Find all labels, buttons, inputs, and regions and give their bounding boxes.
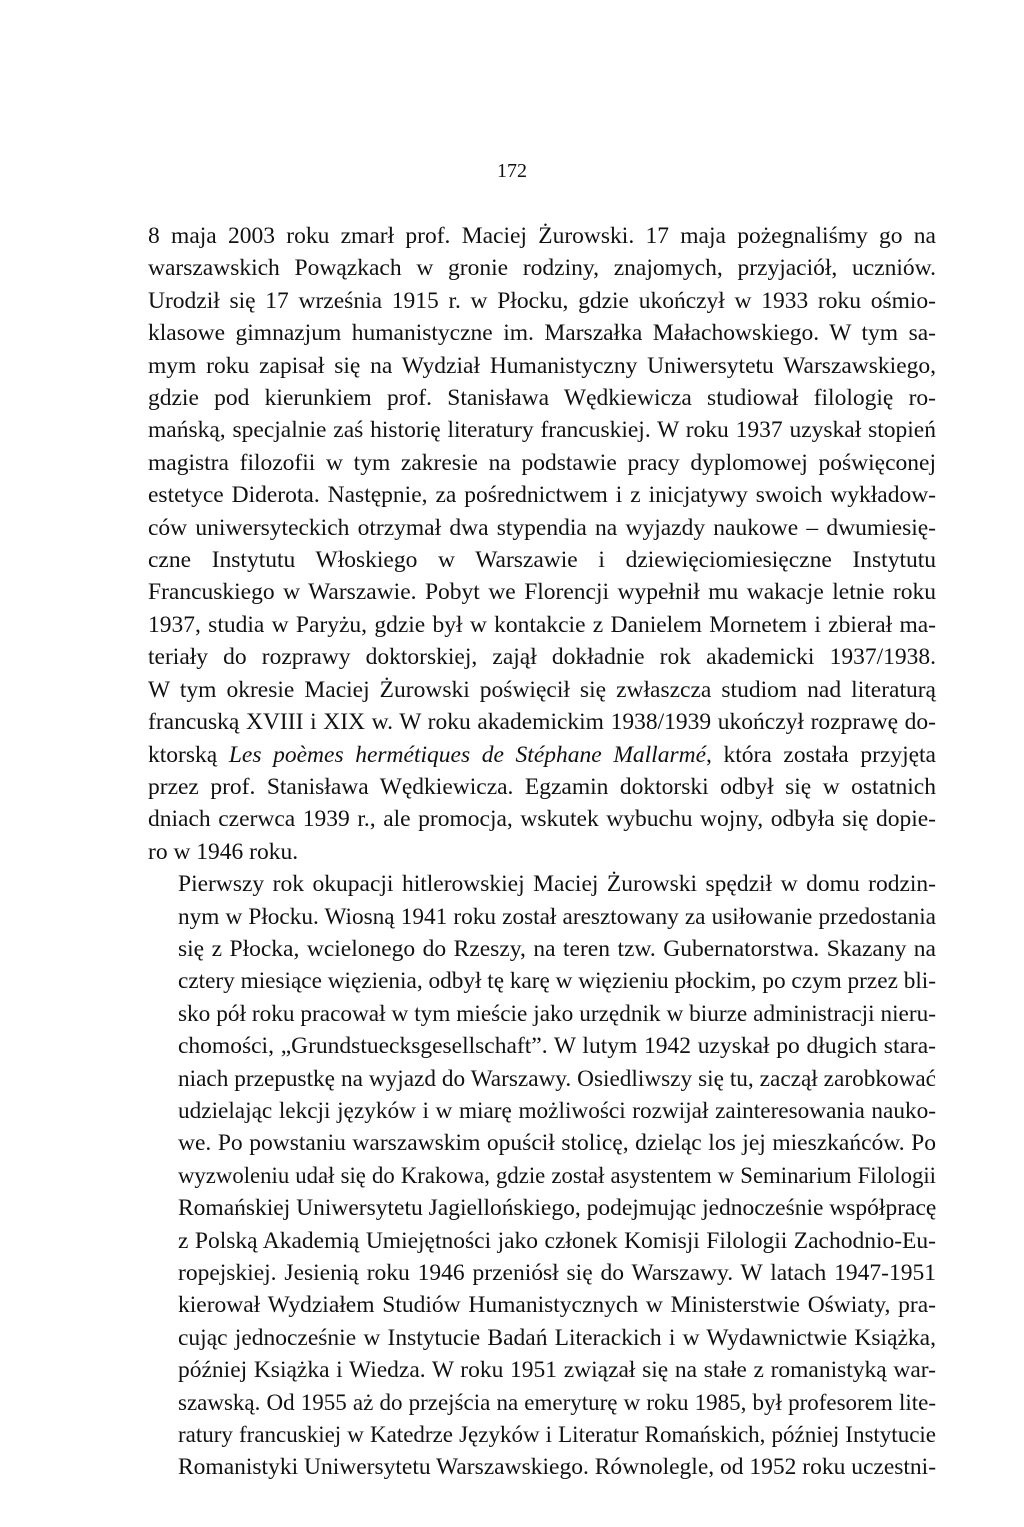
text-line: we. Po powstaniu warszawskim opuścił stolicę, dzieląc los jej mieszkańców. Po: [178, 1130, 936, 1157]
text-line: ro w 1946 roku.: [148, 838, 299, 865]
text-line: niach przepustkę na wyjazd do Warszawy. Osiedliwszy się tu, zaczął zarobkować: [178, 1065, 936, 1092]
text-line: ktorską Les poèmes hermétiques de Stéphane Mallarmé, która została przyjęta: [148, 741, 936, 768]
text-line: Urodził się 17 września 1915 r. w Płocku, gdzie ukończył w 1933 roku ośmio-: [148, 287, 936, 314]
text-line: magistra filozofii w tym zakresie na podstawie pracy dyplomowej poświęconej: [148, 449, 936, 476]
text-line: Francuskiego w Warszawie. Pobyt we Florencji wypełnił mu wakacje letnie roku: [148, 579, 936, 606]
text-line: warszawskich Powązkach w gronie rodziny, znajomych, przyjaciół, uczniów.: [148, 255, 936, 282]
text-line: klasowe gimnazjum humanistyczne im. Marszałka Małachowskiego. W tym sa-: [148, 320, 936, 347]
text-line: estetyce Diderota. Następnie, za pośrednictwem i z inicjatywy swoich wykładow-: [148, 482, 936, 509]
text-line: wyzwoleniu udał się do Krakowa, gdzie został asystentem w Seminarium Filologii: [178, 1162, 936, 1188]
text-line: kierował Wydziałem Studiów Humanistycznych w Ministerstwie Oświaty, pra-: [178, 1292, 936, 1319]
text-line: szawską. Od 1955 aż do przejścia na emeryturę w roku 1985, był profesorem lite-: [178, 1389, 936, 1415]
text-line: nym w Płocku. Wiosną 1941 roku został aresztowany za usiłowanie przedostania: [178, 903, 936, 930]
text-line: ców uniwersyteckich otrzymał dwa stypendia na wyjazdy naukowe – dwumiesię-: [148, 514, 936, 541]
body-text: [148, 220, 936, 1484]
book-title: Les poèmes hermétiques de Stéphane Mallarmé: [228, 741, 706, 768]
text-line: cztery miesiące więzienia, odbył tę karę w więzieniu płockim, po czym przez bli-: [178, 968, 936, 995]
text-line: gdzie pod kierunkiem prof. Stanisława Wędkiewicza studiował filologię ro-: [148, 385, 936, 412]
text-line: z Polską Akademią Umiejętności jako członek Komisji Filologii Zachodnio-Eu-: [178, 1227, 936, 1254]
text-line: cując jednocześnie w Instytucie Badań Literackich i w Wydawnictwie Książka,: [178, 1324, 936, 1351]
text-line: przez prof. Stanisława Wędkiewicza. Egzamin doktorski odbył się w ostatnich: [148, 773, 936, 800]
text-line: udzielając lekcji języków i w miarę możliwości rozwijał zainteresowania nauko-: [178, 1097, 936, 1124]
text-line: teriały do rozprawy doktorskiej, zajął dokładnie rok akademicki 1937/1938.: [148, 644, 936, 671]
text-line: francuską XVIII i XIX w. W roku akademickim 1938/1939 ukończył rozprawę do-: [148, 709, 936, 736]
text-line: się z Płocka, wcielonego do Rzeszy, na teren tzw. Gubernatorstwa. Skazany na: [178, 935, 936, 962]
paragraph-1: [148, 220, 936, 868]
text-line: sko pół roku pracował w tym mieście jako urzędnik w biurze administracji nieru-: [178, 1000, 936, 1027]
paragraph-2: [148, 868, 936, 1484]
text-line: W tym okresie Maciej Żurowski poświęcił się zwłaszcza studiom nad literaturą: [148, 676, 936, 703]
text-line: Romańskiej Uniwersytetu Jagiellońskiego, podejmując jednocześnie współpracę: [178, 1195, 937, 1222]
text-line: 8 maja 2003 roku zmarł prof. Maciej Żurowski. 17 maja pożegnaliśmy go na: [148, 223, 936, 249]
text-line: mym roku zapisał się na Wydział Humanistyczny Uniwersytetu Warszawskiego,: [148, 352, 936, 379]
text-line: dniach czerwca 1939 r., ale promocja, wskutek wybuchu wojny, odbyła się dopie-: [148, 806, 936, 833]
text-line: później Książka i Wiedza. W roku 1951 związał się na stałe z romanistyką war-: [178, 1357, 936, 1384]
text-line: chomości, „Grundstuecksgesellschaft”. W lutym 1942 uzyskał po długich stara-: [178, 1033, 936, 1060]
text-line: Pierwszy rok okupacji hitlerowskiej Maciej Żurowski spędził w domu rodzin-: [178, 871, 936, 898]
page-number: 172: [497, 160, 527, 182]
text-line: 1937, studia w Paryżu, gdzie był w kontakcie z Danielem Mornetem i zbierał ma-: [148, 611, 936, 638]
text-line: mańską, specjalnie zaś historię literatury francuskiej. W roku 1937 uzyskał stopień: [148, 417, 936, 444]
text-line: ropejskiej. Jesienią roku 1946 przeniósł się do Warszawy. W latach 1947-1951: [178, 1260, 936, 1286]
text-line: Romanistyki Uniwersytetu Warszawskiego. Równolegle, od 1952 roku uczestni-: [178, 1454, 937, 1481]
text-line: czne Instytutu Włoskiego w Warszawie i dziewięciomiesięczne Instytutu: [148, 547, 936, 574]
text-line: ratury francuskiej w Katedrze Języków i Literatur Romańskich, później Instytucie: [178, 1422, 936, 1448]
